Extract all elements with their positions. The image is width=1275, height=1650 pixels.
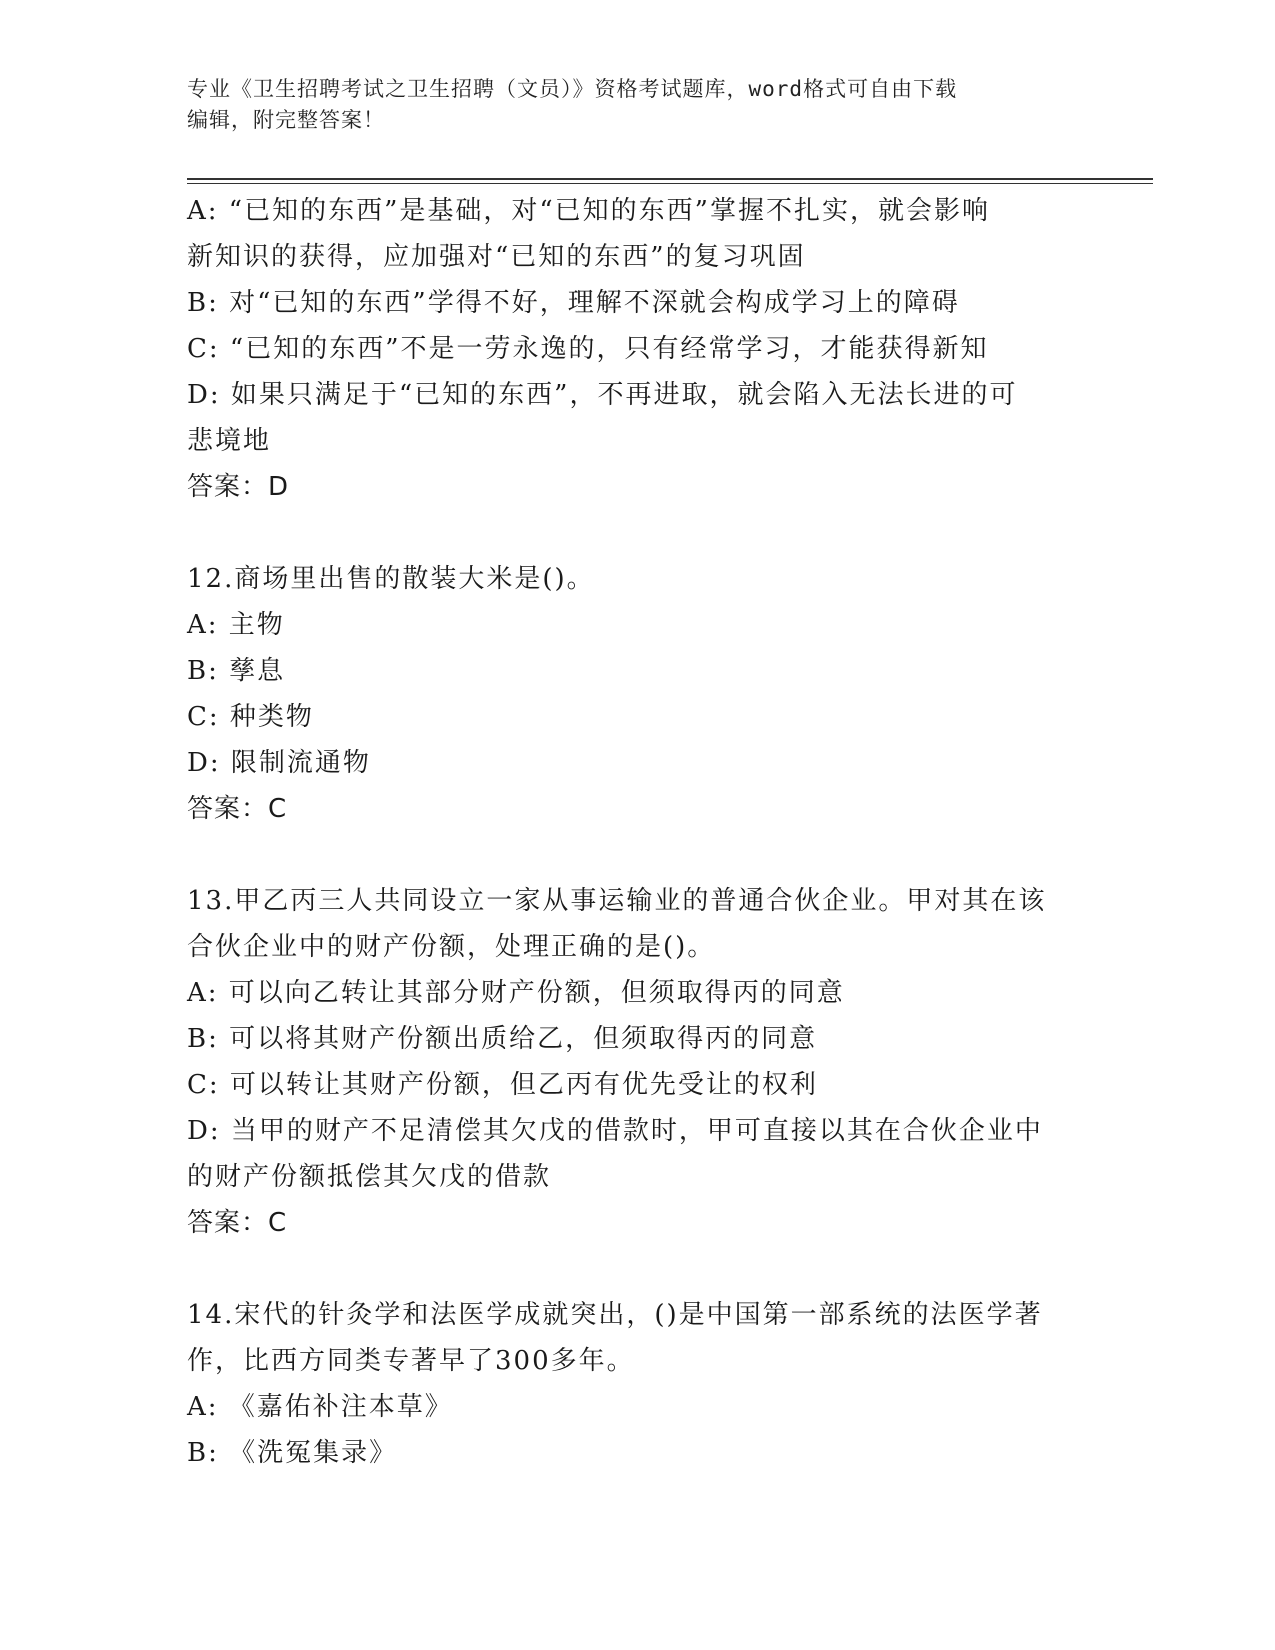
question-stem-line: 合伙企业中的财产份额，处理正确的是()。	[187, 932, 716, 962]
option-line: D: 如果只满足于“已知的东西”，不再进取，就会陷入无法长进的可	[187, 380, 1018, 410]
question-stem-line: 12.商场里出售的散装大米是()。	[187, 564, 595, 594]
question-block	[187, 878, 1087, 1246]
header-divider-thick	[187, 178, 1153, 180]
option-line: A: 可以向乙转让其部分财产份额，但须取得丙的同意	[187, 978, 845, 1008]
question-stem-line: 作，比西方同类专著早了300多年。	[187, 1346, 635, 1376]
question-list	[187, 188, 1087, 1476]
option-line: C: “已知的东西”不是一劳永逸的，只有经常学习，才能获得新知	[187, 334, 989, 364]
question-block	[187, 1292, 1087, 1476]
answer-line: 答案：D	[187, 472, 290, 502]
option-line: B: 《洗冤集录》	[187, 1438, 398, 1468]
question-stem-line: 14.宋代的针灸学和法医学成就突出，()是中国第一部系统的法医学著	[187, 1300, 1043, 1330]
question-block	[187, 188, 1087, 510]
page-header	[187, 74, 1067, 136]
option-line: B: 对“已知的东西”学得不好，理解不深就会构成学习上的障碍	[187, 288, 960, 318]
option-line: C: 可以转让其财产份额，但乙丙有优先受让的权利	[187, 1070, 818, 1100]
option-line: 新知识的获得，应加强对“已知的东西”的复习巩固	[187, 242, 806, 272]
option-line: 悲境地	[187, 426, 272, 456]
option-line: B: 可以将其财产份额出质给乙，但须取得丙的同意	[187, 1024, 818, 1054]
question-block	[187, 556, 1087, 832]
header-line-1: 专业《卫生招聘考试之卫生招聘（文员）》资格考试题库，word格式可自由下载	[187, 77, 958, 101]
question-stem-line: 13.甲乙丙三人共同设立一家从事运输业的普通合伙企业。甲对其在该	[187, 886, 1047, 916]
option-line: A: 《嘉佑补注本草》	[187, 1392, 453, 1422]
answer-line: 答案：C	[187, 794, 288, 824]
header-divider-thin	[187, 183, 1153, 184]
answer-line: 答案：C	[187, 1208, 288, 1238]
option-line: B: 孳息	[187, 656, 286, 686]
option-line: D: 限制流通物	[187, 748, 371, 778]
option-line: A: “已知的东西”是基础，对“已知的东西”掌握不扎实，就会影响	[187, 196, 990, 226]
option-line: C: 种类物	[187, 702, 314, 732]
option-line: 的财产份额抵偿其欠戊的借款	[187, 1162, 552, 1192]
option-line: A: 主物	[187, 610, 285, 640]
header-line-2: 编辑，附完整答案！	[187, 108, 385, 132]
option-line: D: 当甲的财产不足清偿其欠戊的借款时，甲可直接以其在合伙企业中	[187, 1116, 1043, 1146]
